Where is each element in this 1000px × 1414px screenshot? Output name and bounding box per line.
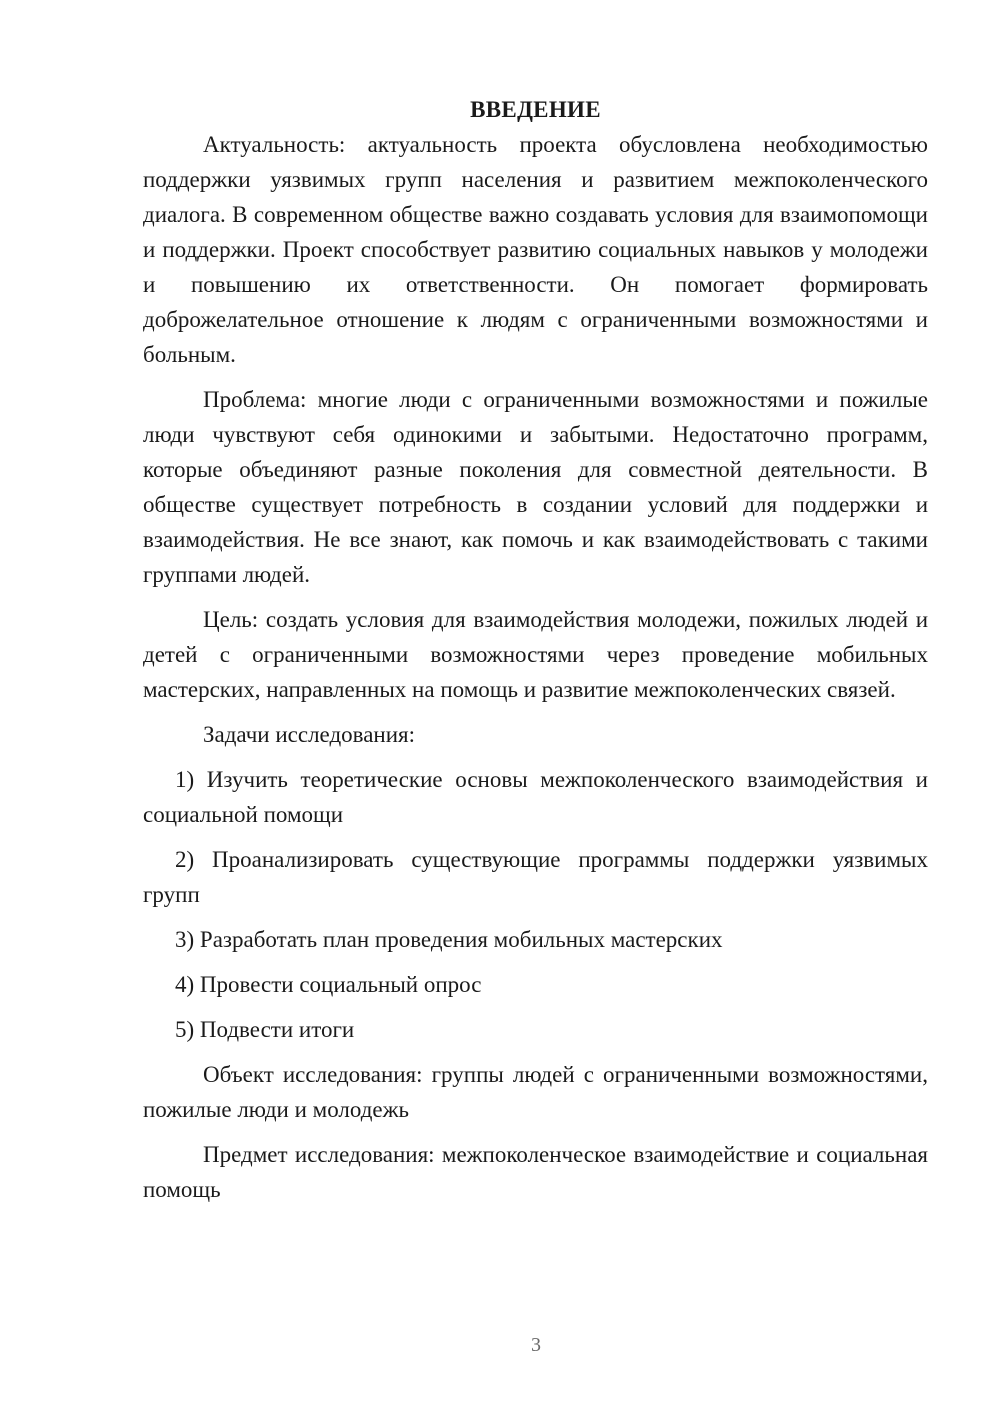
document-page bbox=[143, 92, 928, 1207]
tasks-list bbox=[143, 762, 928, 1047]
subject-paragraph: Предмет исследования: межпоколенческое взаимодействие и социальная помощь bbox=[143, 1142, 928, 1202]
list-item: 4) Провести социальный опрос bbox=[175, 972, 482, 997]
page-number: 3 bbox=[531, 1334, 541, 1356]
object-paragraph: Объект исследования: группы людей с ограниченными возможностями, пожилые люди и молодежь bbox=[143, 1062, 928, 1122]
relevance-paragraph: Актуальность: актуальность проекта обусловлена необходимостью поддержки уязвимых групп населения и развитием межпоколенческого диалога. В современном обществе важно создавать условия для взаимопомощи и поддержки. Проект способствует развитию социальных навыков у молодежи и повышению их ответственности. Он помогает формировать доброжелательное отношение к людям с ограниченными возможностями и больным. bbox=[143, 132, 928, 367]
page-title: ВВЕДЕНИЕ bbox=[470, 97, 601, 122]
list-item: 5) Подвести итоги bbox=[175, 1017, 355, 1042]
problem-paragraph: Проблема: многие люди с ограниченными возможностями и пожилые люди чувствуют себя одинокими и забытыми. Недостаточно программ, которые объединяют разные поколения для совместной деятельности. В обществе существует потребность в создании условий для поддержки и взаимодействия. Не все знают, как помочь и как взаимодействовать с такими группами людей. bbox=[143, 387, 928, 587]
tasks-heading: Задачи исследования: bbox=[203, 722, 416, 747]
list-item: 1) Изучить теоретические основы межпоколенческого взаимодействия и социальной помощи bbox=[143, 767, 928, 827]
list-item: 2) Проанализировать существующие программы поддержки уязвимых групп bbox=[143, 847, 928, 907]
list-item: 3) Разработать план проведения мобильных мастерских bbox=[175, 927, 723, 952]
goal-paragraph: Цель: создать условия для взаимодействия молодежи, пожилых людей и детей с ограниченными возможностями через проведение мобильных мастерских, направленных на помощь и развитие межпоколенческих связей. bbox=[143, 607, 928, 702]
